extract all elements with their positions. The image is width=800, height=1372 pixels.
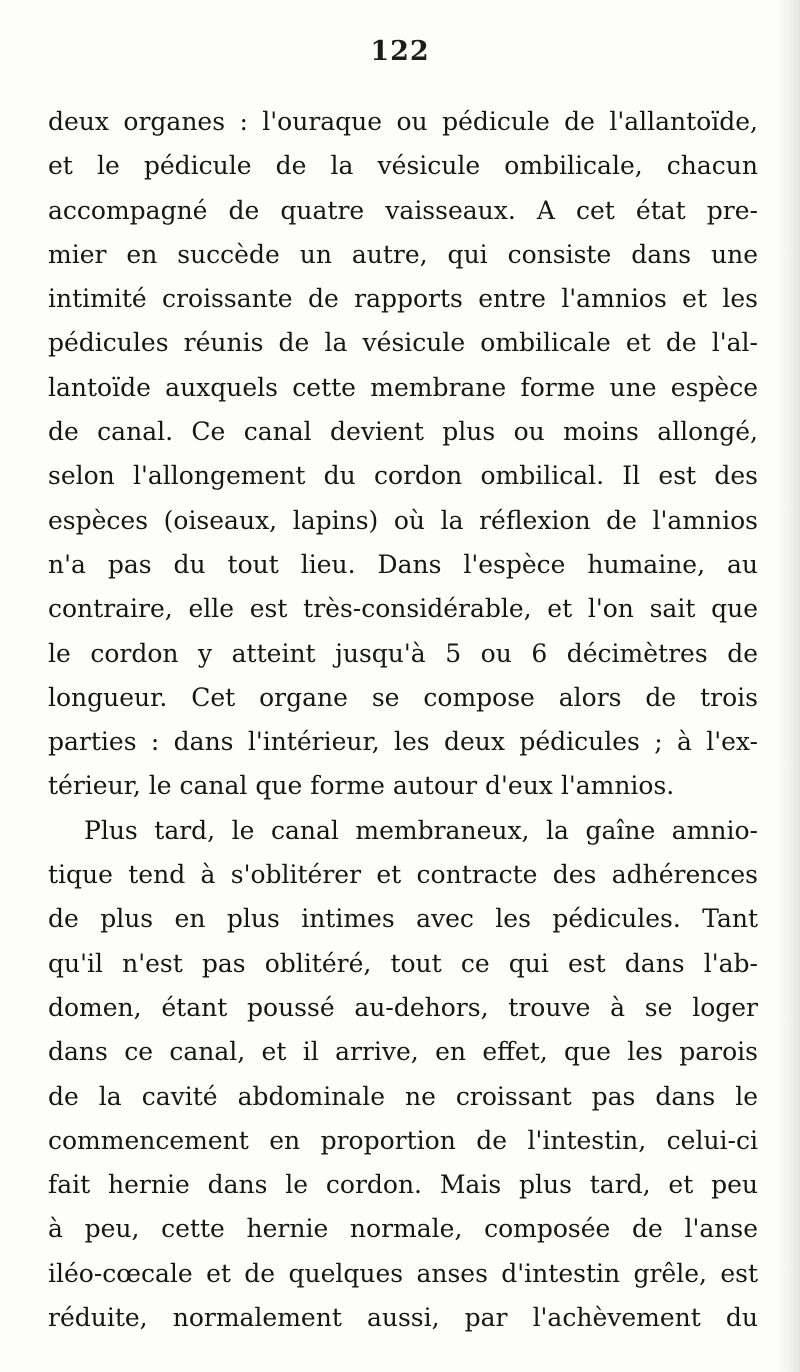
text-line: réduite, normalement aussi, par l'achèvement du bbox=[48, 1303, 758, 1333]
text-line: intimité croissante de rapports entre l'amnios et les bbox=[48, 284, 758, 314]
text-line: iléo-cœcale et de quelques anses d'intestin grêle, est bbox=[48, 1258, 758, 1288]
paragraph-start-line: Plus tard, le canal membraneux, la gaîne amnio- bbox=[84, 815, 758, 845]
paragraph-end-line: térieur, le canal que forme autour d'eux l'amnios. bbox=[48, 771, 675, 801]
text-line: deux organes : l'ouraque ou pédicule de l'allantoïde, bbox=[48, 107, 758, 136]
text-line: de canal. Ce canal devient plus ou moins allongé, bbox=[48, 417, 758, 447]
text-line: commencement en proportion de l'intestin, celui-ci bbox=[48, 1125, 758, 1155]
text-line: pédicules réunis de la vésicule ombilicale et de l'al- bbox=[48, 328, 758, 358]
text-line: le cordon y atteint jusqu'à 5 ou 6 décimètres de bbox=[48, 638, 758, 668]
text-line: lantoïde auxquels cette membrane forme une espèce bbox=[48, 372, 758, 402]
text-line: à peu, cette hernie normale, composée de l'anse bbox=[48, 1214, 758, 1244]
page-number: 122 bbox=[370, 36, 430, 67]
text-line: parties : dans l'intérieur, les deux pédicules ; à l'ex- bbox=[48, 727, 758, 757]
text-line: accompagné de quatre vaisseaux. A cet état pre- bbox=[48, 195, 758, 225]
text-line: tique tend à s'oblitérer et contracte des adhérences bbox=[48, 860, 758, 890]
text-line: longueur. Cet organe se compose alors de trois bbox=[48, 682, 758, 712]
text-line: n'a pas du tout lieu. Dans l'espèce humaine, au bbox=[48, 549, 758, 579]
text-line: de la cavité abdominale ne croissant pas dans le bbox=[48, 1081, 758, 1111]
text-line: et le pédicule de la vésicule ombilicale, chacun bbox=[48, 151, 758, 181]
page-edge-shadow bbox=[774, 0, 800, 1372]
text-line: contraire, elle est très-considérable, et l'on sait que bbox=[48, 594, 758, 624]
body-text bbox=[48, 100, 758, 1340]
text-line: espèces (oiseaux, lapins) où la réflexion de l'amnios bbox=[48, 505, 758, 535]
text-line: domen, étant poussé au-dehors, trouve à se loger bbox=[48, 992, 758, 1022]
text-line: fait hernie dans le cordon. Mais plus tard, et peu bbox=[48, 1170, 758, 1200]
text-line: de plus en plus intimes avec les pédicules. Tant bbox=[48, 904, 758, 934]
text-line: mier en succède un autre, qui consiste dans une bbox=[48, 239, 758, 269]
text-line: dans ce canal, et il arrive, en effet, que les parois bbox=[48, 1037, 758, 1067]
text-line: qu'il n'est pas oblitéré, tout ce qui est dans l'ab- bbox=[48, 948, 758, 978]
text-line: selon l'allongement du cordon ombilical. Il est des bbox=[48, 461, 758, 491]
